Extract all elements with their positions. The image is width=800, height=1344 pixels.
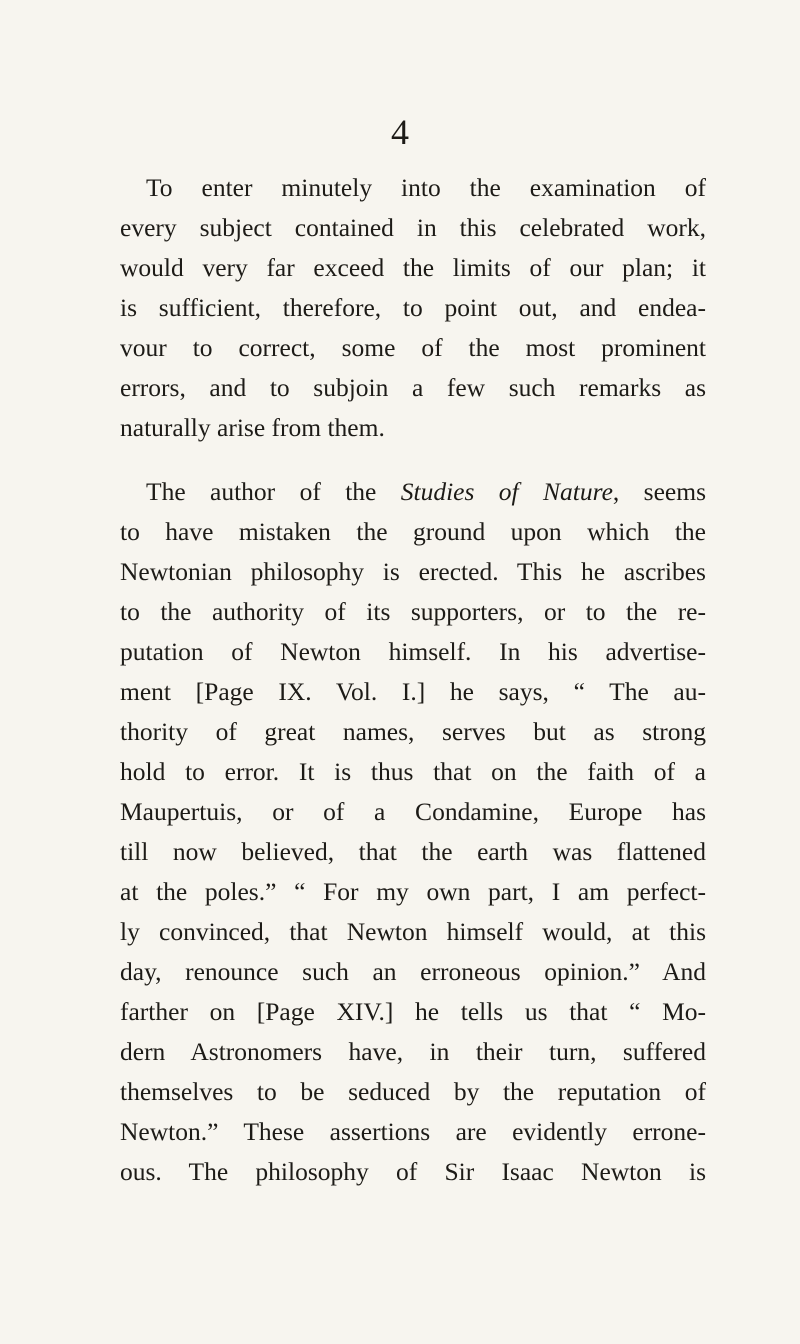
text-line: ous. The philosophy of Sir Isaac Newton is: [120, 1157, 706, 1186]
text-line: dern Astronomers have, in their turn, suffered: [120, 1037, 706, 1066]
text-fragment: The author of the: [146, 477, 377, 506]
page-number: 4: [391, 112, 409, 152]
text-line: naturally arise from them.: [120, 413, 385, 442]
text-line: putation of Newton himself. In his advertise-: [120, 637, 706, 666]
text-line: farther on [Page XIV.] he tells us that “ Mo-: [120, 997, 706, 1026]
text-line: would very far exceed the limits of our plan; it: [120, 253, 706, 282]
text-line: to the authority of its supporters, or to the re-: [120, 597, 706, 626]
book-title: Studies of Nature: [400, 477, 613, 506]
paragraph-2: [120, 472, 706, 1192]
text-line: day, renounce such an erroneous opinion.” And: [120, 957, 706, 986]
text-line: till now believed, that the earth was flattened: [120, 837, 706, 866]
text-line: Maupertuis, or of a Condamine, Europe has: [120, 797, 706, 826]
text-line: ment [Page IX. Vol. I.] he says, “ The au-: [120, 677, 706, 706]
text-line: to have mistaken the ground upon which the: [120, 517, 706, 546]
text-line: thority of great names, serves but as strong: [120, 717, 706, 746]
text-line: is sufficient, therefore, to point out, and endea-: [120, 293, 706, 322]
text-line: vour to correct, some of the most prominent: [120, 333, 706, 362]
text-line: To enter minutely into the examination of: [146, 173, 706, 202]
text-line: at the poles.” “ For my own part, I am perfect-: [120, 877, 706, 906]
paragraph-1: [120, 168, 706, 448]
text-fragment: , seems: [612, 477, 707, 506]
text-line: [120, 472, 706, 512]
text-line: every subject contained in this celebrated work,: [120, 213, 706, 242]
text-line: themselves to be seduced by the reputation of: [120, 1077, 706, 1106]
text-line: hold to error. It is thus that on the faith of a: [120, 757, 706, 786]
text-line: errors, and to subjoin a few such remarks as: [120, 373, 706, 402]
text-line: ly convinced, that Newton himself would, at this: [120, 917, 706, 946]
text-line: Newton.” These assertions are evidently errone-: [120, 1117, 706, 1146]
text-line: Newtonian philosophy is erected. This he ascribes: [120, 557, 706, 586]
